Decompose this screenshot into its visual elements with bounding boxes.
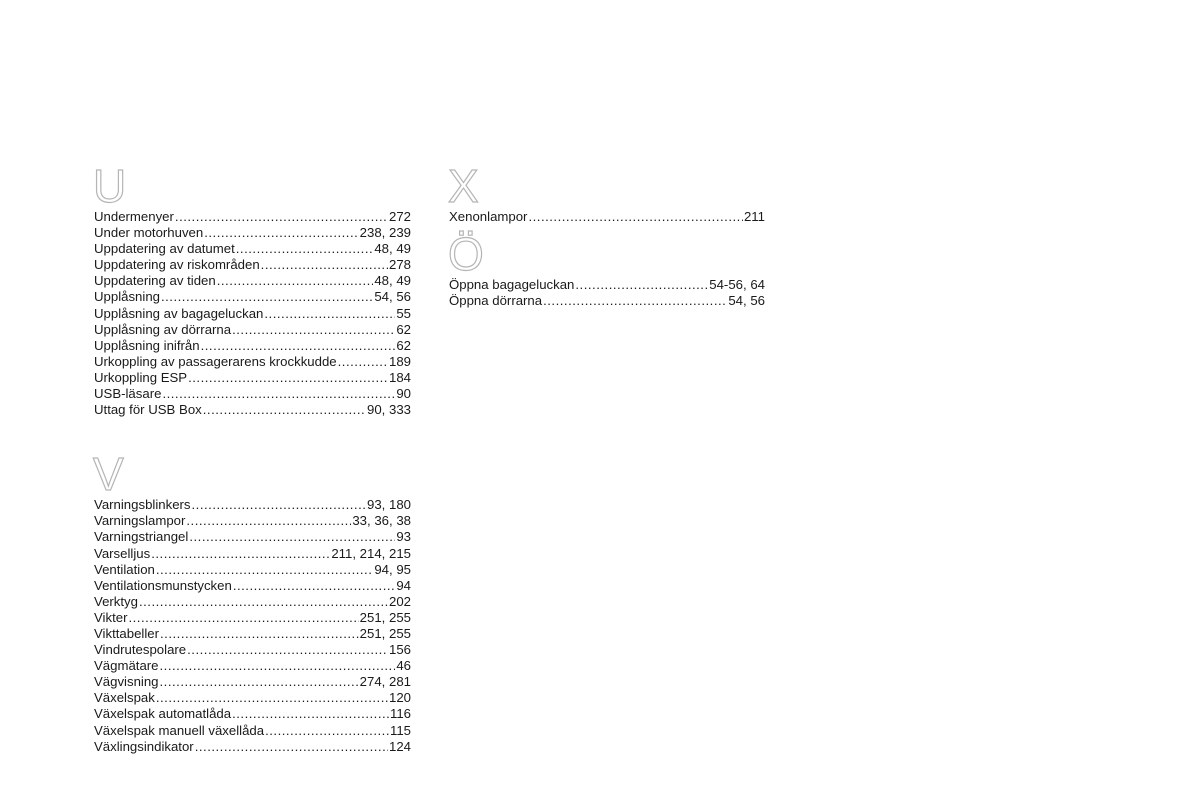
- index-entry-pages: 202: [388, 593, 411, 609]
- index-entry: [94, 723, 411, 739]
- index-entry: [94, 529, 411, 545]
- dot-leader: [204, 225, 358, 241]
- index-entry-term: Uppdatering av riskområden: [94, 257, 260, 273]
- index-entry-term: Ventilation: [94, 561, 155, 577]
- index-entry-term: Uttag för USB Box: [94, 402, 202, 418]
- index-entry: [94, 706, 411, 722]
- index-entry-pages: 48, 49: [374, 273, 411, 289]
- dot-leader: [575, 277, 708, 293]
- index-entry: [94, 354, 411, 370]
- section-entries-o: [449, 277, 765, 309]
- index-entry: [94, 594, 411, 610]
- index-entry-term: Växelspak manuell växellåda: [94, 722, 265, 738]
- index-entry: [94, 322, 411, 338]
- index-entry-term: Vikter: [94, 609, 128, 625]
- index-entry: [94, 642, 411, 658]
- dot-leader: [151, 546, 330, 562]
- index-entry-pages: 124: [388, 738, 411, 754]
- section-letter-x: X: [448, 160, 479, 212]
- index-entry-pages: 90, 333: [367, 402, 411, 418]
- index-entry-pages: 93, 180: [367, 497, 411, 513]
- index-entry-term: Varningslampor: [94, 513, 186, 529]
- index-entry-pages: 54, 56: [374, 289, 411, 305]
- index-entry-term: Vägmätare: [94, 658, 159, 674]
- index-entry-pages: 211, 214, 215: [331, 545, 411, 561]
- dot-leader: [139, 594, 388, 610]
- dot-leader: [203, 402, 366, 418]
- index-entry: [94, 209, 411, 225]
- index-entry: [94, 626, 411, 642]
- index-entry-pages: 189: [388, 353, 411, 369]
- index-entry-term: Xenonlampor: [449, 209, 528, 224]
- dot-leader: [528, 209, 743, 225]
- dot-leader: [261, 257, 388, 273]
- index-entry-pages: 90: [396, 386, 411, 402]
- index-entry-pages: 156: [388, 642, 411, 658]
- index-entry: [94, 273, 411, 289]
- index-section-v: [93, 448, 411, 755]
- index-entry-term: Växlingsindikator: [94, 738, 194, 754]
- index-entry-term: Öppna bagageluckan: [449, 277, 575, 293]
- index-column-right: [448, 160, 765, 309]
- dot-leader: [232, 706, 389, 722]
- index-entry-pages: 54, 56: [728, 293, 765, 309]
- index-entry-term: Urkoppling av passagerarens krockkudde: [94, 353, 337, 369]
- index-section-x: [448, 160, 765, 225]
- index-entry-term: Växelspak automatlåda: [94, 706, 232, 722]
- section-letter-o: Ö: [448, 228, 484, 281]
- dot-leader: [233, 578, 396, 594]
- index-entry-pages: 238, 239: [359, 225, 411, 241]
- section-letter-v: V: [93, 448, 124, 501]
- dot-leader: [188, 370, 388, 386]
- index-entry-term: Urkoppling ESP: [94, 369, 188, 385]
- index-entry-term: Upplåsning inifrån: [94, 337, 200, 353]
- index-entry-pages: 94, 95: [374, 561, 411, 577]
- index-entry-term: Undermenyer: [94, 209, 174, 224]
- index-entry: [94, 225, 411, 241]
- index-entry: [94, 386, 411, 402]
- index-entry-term: Upplåsning av dörrarna: [94, 321, 232, 337]
- index-entry-pages: 62: [396, 321, 411, 337]
- index-entry-pages: 94: [396, 577, 411, 593]
- dot-leader: [264, 306, 395, 322]
- index-entry-pages: 93: [396, 529, 411, 545]
- dot-leader: [162, 386, 395, 402]
- index-entry-term: Öppna dörrarna: [449, 293, 543, 309]
- index-entry: [94, 578, 411, 594]
- index-entry-pages: 55: [396, 305, 411, 321]
- index-entry: [94, 289, 411, 305]
- index-entry: [94, 690, 411, 706]
- index-entry-pages: 274, 281: [359, 674, 411, 690]
- index-entry-pages: 115: [389, 722, 411, 738]
- index-entry-pages: 251, 255: [359, 625, 411, 641]
- index-entry-pages: 278: [388, 257, 411, 273]
- index-entry: [449, 209, 765, 225]
- dot-leader: [160, 626, 359, 642]
- index-entry-pages: 120: [388, 690, 411, 706]
- index-entry-pages: 48, 49: [374, 241, 411, 257]
- index-entry: [94, 513, 411, 529]
- dot-leader: [160, 658, 396, 674]
- index-entry-term: Varselljus: [94, 545, 151, 561]
- index-entry-pages: 116: [389, 706, 411, 722]
- index-entry: [94, 674, 411, 690]
- dot-leader: [189, 529, 395, 545]
- dot-leader: [175, 209, 388, 225]
- index-entry: [94, 546, 411, 562]
- dot-leader: [232, 322, 395, 338]
- dot-leader: [265, 723, 389, 739]
- dot-leader: [128, 610, 358, 626]
- section-entries-v: [94, 497, 411, 755]
- section-entries-x: [449, 209, 765, 225]
- index-entry-term: Växelspak: [94, 690, 155, 706]
- index-entry-pages: 184: [388, 369, 411, 385]
- index-entry-term: Uppdatering av datumet: [94, 241, 235, 257]
- index-entry: [94, 338, 411, 354]
- index-entry: [449, 277, 765, 293]
- dot-leader: [195, 739, 388, 755]
- index-entry: [94, 610, 411, 626]
- dot-leader: [160, 674, 359, 690]
- index-entry: [94, 370, 411, 386]
- index-column-left: [93, 160, 411, 755]
- index-entry-pages: 54-56, 64: [709, 277, 765, 293]
- dot-leader: [156, 562, 373, 578]
- index-entry-term: Vägvisning: [94, 674, 159, 690]
- index-entry-term: Varningsblinkers: [94, 497, 191, 513]
- index-entry-term: Uppdatering av tiden: [94, 273, 216, 289]
- index-entry-term: Ventilationsmunstycken: [94, 577, 232, 593]
- index-section-o: [448, 228, 765, 309]
- index-entry-term: Verktyg: [94, 593, 138, 609]
- index-entry-pages: 272: [388, 209, 411, 224]
- index-entry: [94, 402, 411, 418]
- dot-leader: [236, 241, 374, 257]
- index-entry: [94, 658, 411, 674]
- dot-leader: [161, 289, 373, 305]
- index-entry-pages: 211: [743, 209, 765, 224]
- index-entry: [94, 497, 411, 513]
- index-entry: [94, 739, 411, 755]
- index-section-u: [93, 160, 411, 418]
- dot-leader: [187, 642, 388, 658]
- index-entry-pages: 62: [396, 337, 411, 353]
- index-entry: [449, 293, 765, 309]
- dot-leader: [186, 513, 351, 529]
- section-letter-u: U: [93, 160, 127, 212]
- index-entry-term: Vindrutespolare: [94, 642, 187, 658]
- index-entry-pages: 251, 255: [359, 609, 411, 625]
- dot-leader: [192, 497, 366, 513]
- index-entry-term: Upplåsning: [94, 289, 160, 305]
- dot-leader: [543, 293, 727, 309]
- index-entry-term: USB-läsare: [94, 386, 162, 402]
- dot-leader: [338, 354, 388, 370]
- index-entry: [94, 306, 411, 322]
- index-entry: [94, 241, 411, 257]
- dot-leader: [156, 690, 388, 706]
- index-entry-term: Varningstriangel: [94, 529, 189, 545]
- dot-leader: [201, 338, 396, 354]
- index-entry-term: Vikttabeller: [94, 625, 159, 641]
- index-entry-pages: 33, 36, 38: [352, 513, 411, 529]
- index-entry: [94, 257, 411, 273]
- index-entry: [94, 562, 411, 578]
- index-entry-term: Upplåsning av bagageluckan: [94, 305, 264, 321]
- index-entry-pages: 46: [396, 658, 411, 674]
- index-entry-term: Under motorhuven: [94, 225, 204, 241]
- dot-leader: [217, 273, 374, 289]
- section-entries-u: [94, 209, 411, 418]
